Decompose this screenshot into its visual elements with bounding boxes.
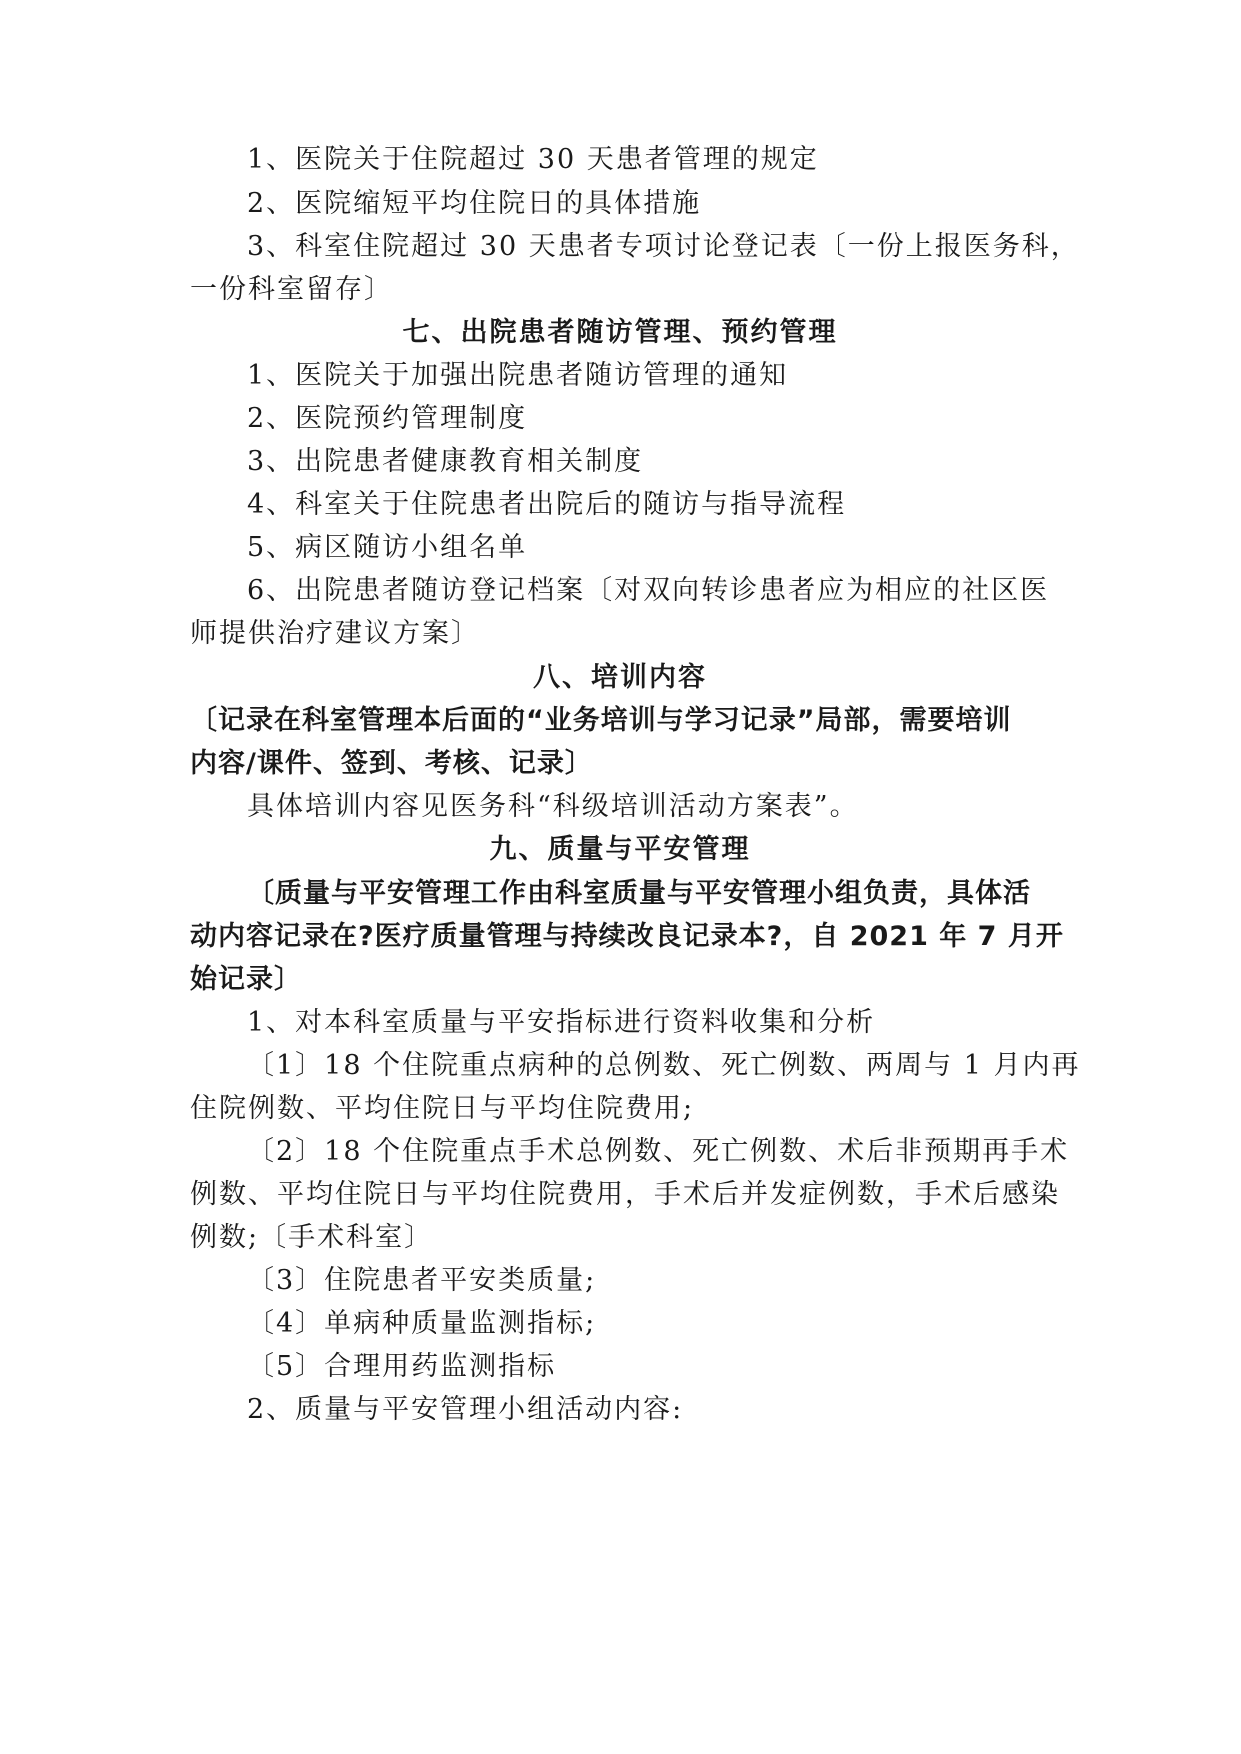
paragraph-line: 住院例数、平均住院日与平均住院费用; [190, 1093, 695, 1124]
paragraph-line: 5、病区随访小组名单 [247, 532, 528, 563]
bold-note-line: 动内容记录在?医疗质量管理与持续改良记录本?，自 2021 年 7 月开 [190, 921, 1064, 952]
paragraph-line: 1、对本科室质量与平安指标进行资料收集和分析 [247, 1007, 876, 1038]
paragraph-line: 1、医院关于住院超过 30 天患者管理的规定 [247, 144, 819, 175]
paragraph-line: 例数;〔手术科室〕 [190, 1222, 434, 1253]
bold-note-line: 〔质量与平安管理工作由科室质量与平安管理小组负责，具体活 [247, 878, 1031, 909]
bold-note-line: 〔记录在科室管理本后面的“业务培训与学习记录”局部，需要培训 [190, 705, 1012, 736]
paragraph-line: 3、科室住院超过 30 天患者专项讨论登记表〔一份上报医务科， [247, 231, 1080, 262]
section-heading-7: 七、出院患者随访管理、预约管理 [402, 317, 838, 348]
bold-note-line: 始记录〕 [190, 964, 302, 995]
paragraph-line: 6、出院患者随访登记档案〔对双向转诊患者应为相应的社区医 [247, 575, 1050, 606]
paragraph-line: 2、质量与平安管理小组活动内容: [247, 1394, 684, 1425]
paragraph-line: 〔3〕住院患者平安类质量; [247, 1265, 597, 1296]
paragraph-line: 3、出院患者健康教育相关制度 [247, 446, 644, 477]
section-heading-9: 九、质量与平安管理 [489, 834, 751, 865]
paragraph-line: 2、医院预约管理制度 [247, 403, 528, 434]
paragraph-line: 4、科室关于住院患者出院后的随访与指导流程 [247, 489, 847, 520]
paragraph-line: 〔2〕18 个住院重点手术总例数、死亡例数、术后非预期再手术 [247, 1136, 1070, 1167]
paragraph-line: 例数、平均住院日与平均住院费用，手术后并发症例数，手术后感染 [190, 1179, 1060, 1210]
paragraph-line: 1、医院关于加强出院患者随访管理的通知 [247, 360, 789, 391]
bold-note-line: 内容/课件、签到、考核、记录〕 [190, 748, 593, 779]
paragraph-line: 一份科室留存〕 [190, 274, 393, 305]
paragraph-line: 〔1〕18 个住院重点病种的总例数、死亡例数、两周与 1 月内再 [247, 1050, 1081, 1081]
section-heading-8: 八、培训内容 [533, 662, 707, 693]
paragraph-line: 师提供治疗建议方案〕 [190, 618, 480, 649]
paragraph-line: 具体培训内容见医务科“科级培训活动方案表”。 [247, 791, 859, 822]
paragraph-line: 2、医院缩短平均住院日的具体措施 [247, 188, 702, 219]
paragraph-line: 〔5〕合理用药监测指标 [247, 1351, 557, 1382]
paragraph-line: 〔4〕单病种质量监测指标; [247, 1308, 597, 1339]
